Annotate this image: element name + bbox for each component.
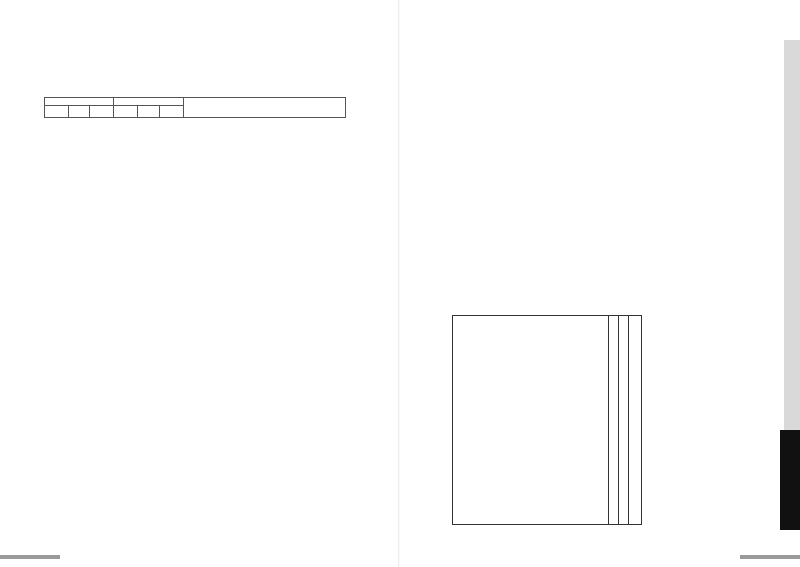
col-header-no xyxy=(45,106,69,118)
col-header-stat2 xyxy=(138,106,160,118)
col-header-stat xyxy=(68,106,90,118)
chapter-strip xyxy=(784,40,800,430)
col-header-naccs2 xyxy=(159,106,183,118)
naccs-code-table xyxy=(44,97,346,118)
col-header-remarks xyxy=(183,98,345,118)
section-tab-black[interactable] xyxy=(780,430,800,530)
annex-table xyxy=(452,315,642,525)
col-header-naccs xyxy=(90,106,114,118)
page-number-right xyxy=(740,555,800,559)
group-header-naccs xyxy=(114,98,183,106)
group-header-tariff xyxy=(45,98,114,106)
col-header-no2 xyxy=(114,106,138,118)
page-number-left xyxy=(0,555,60,559)
